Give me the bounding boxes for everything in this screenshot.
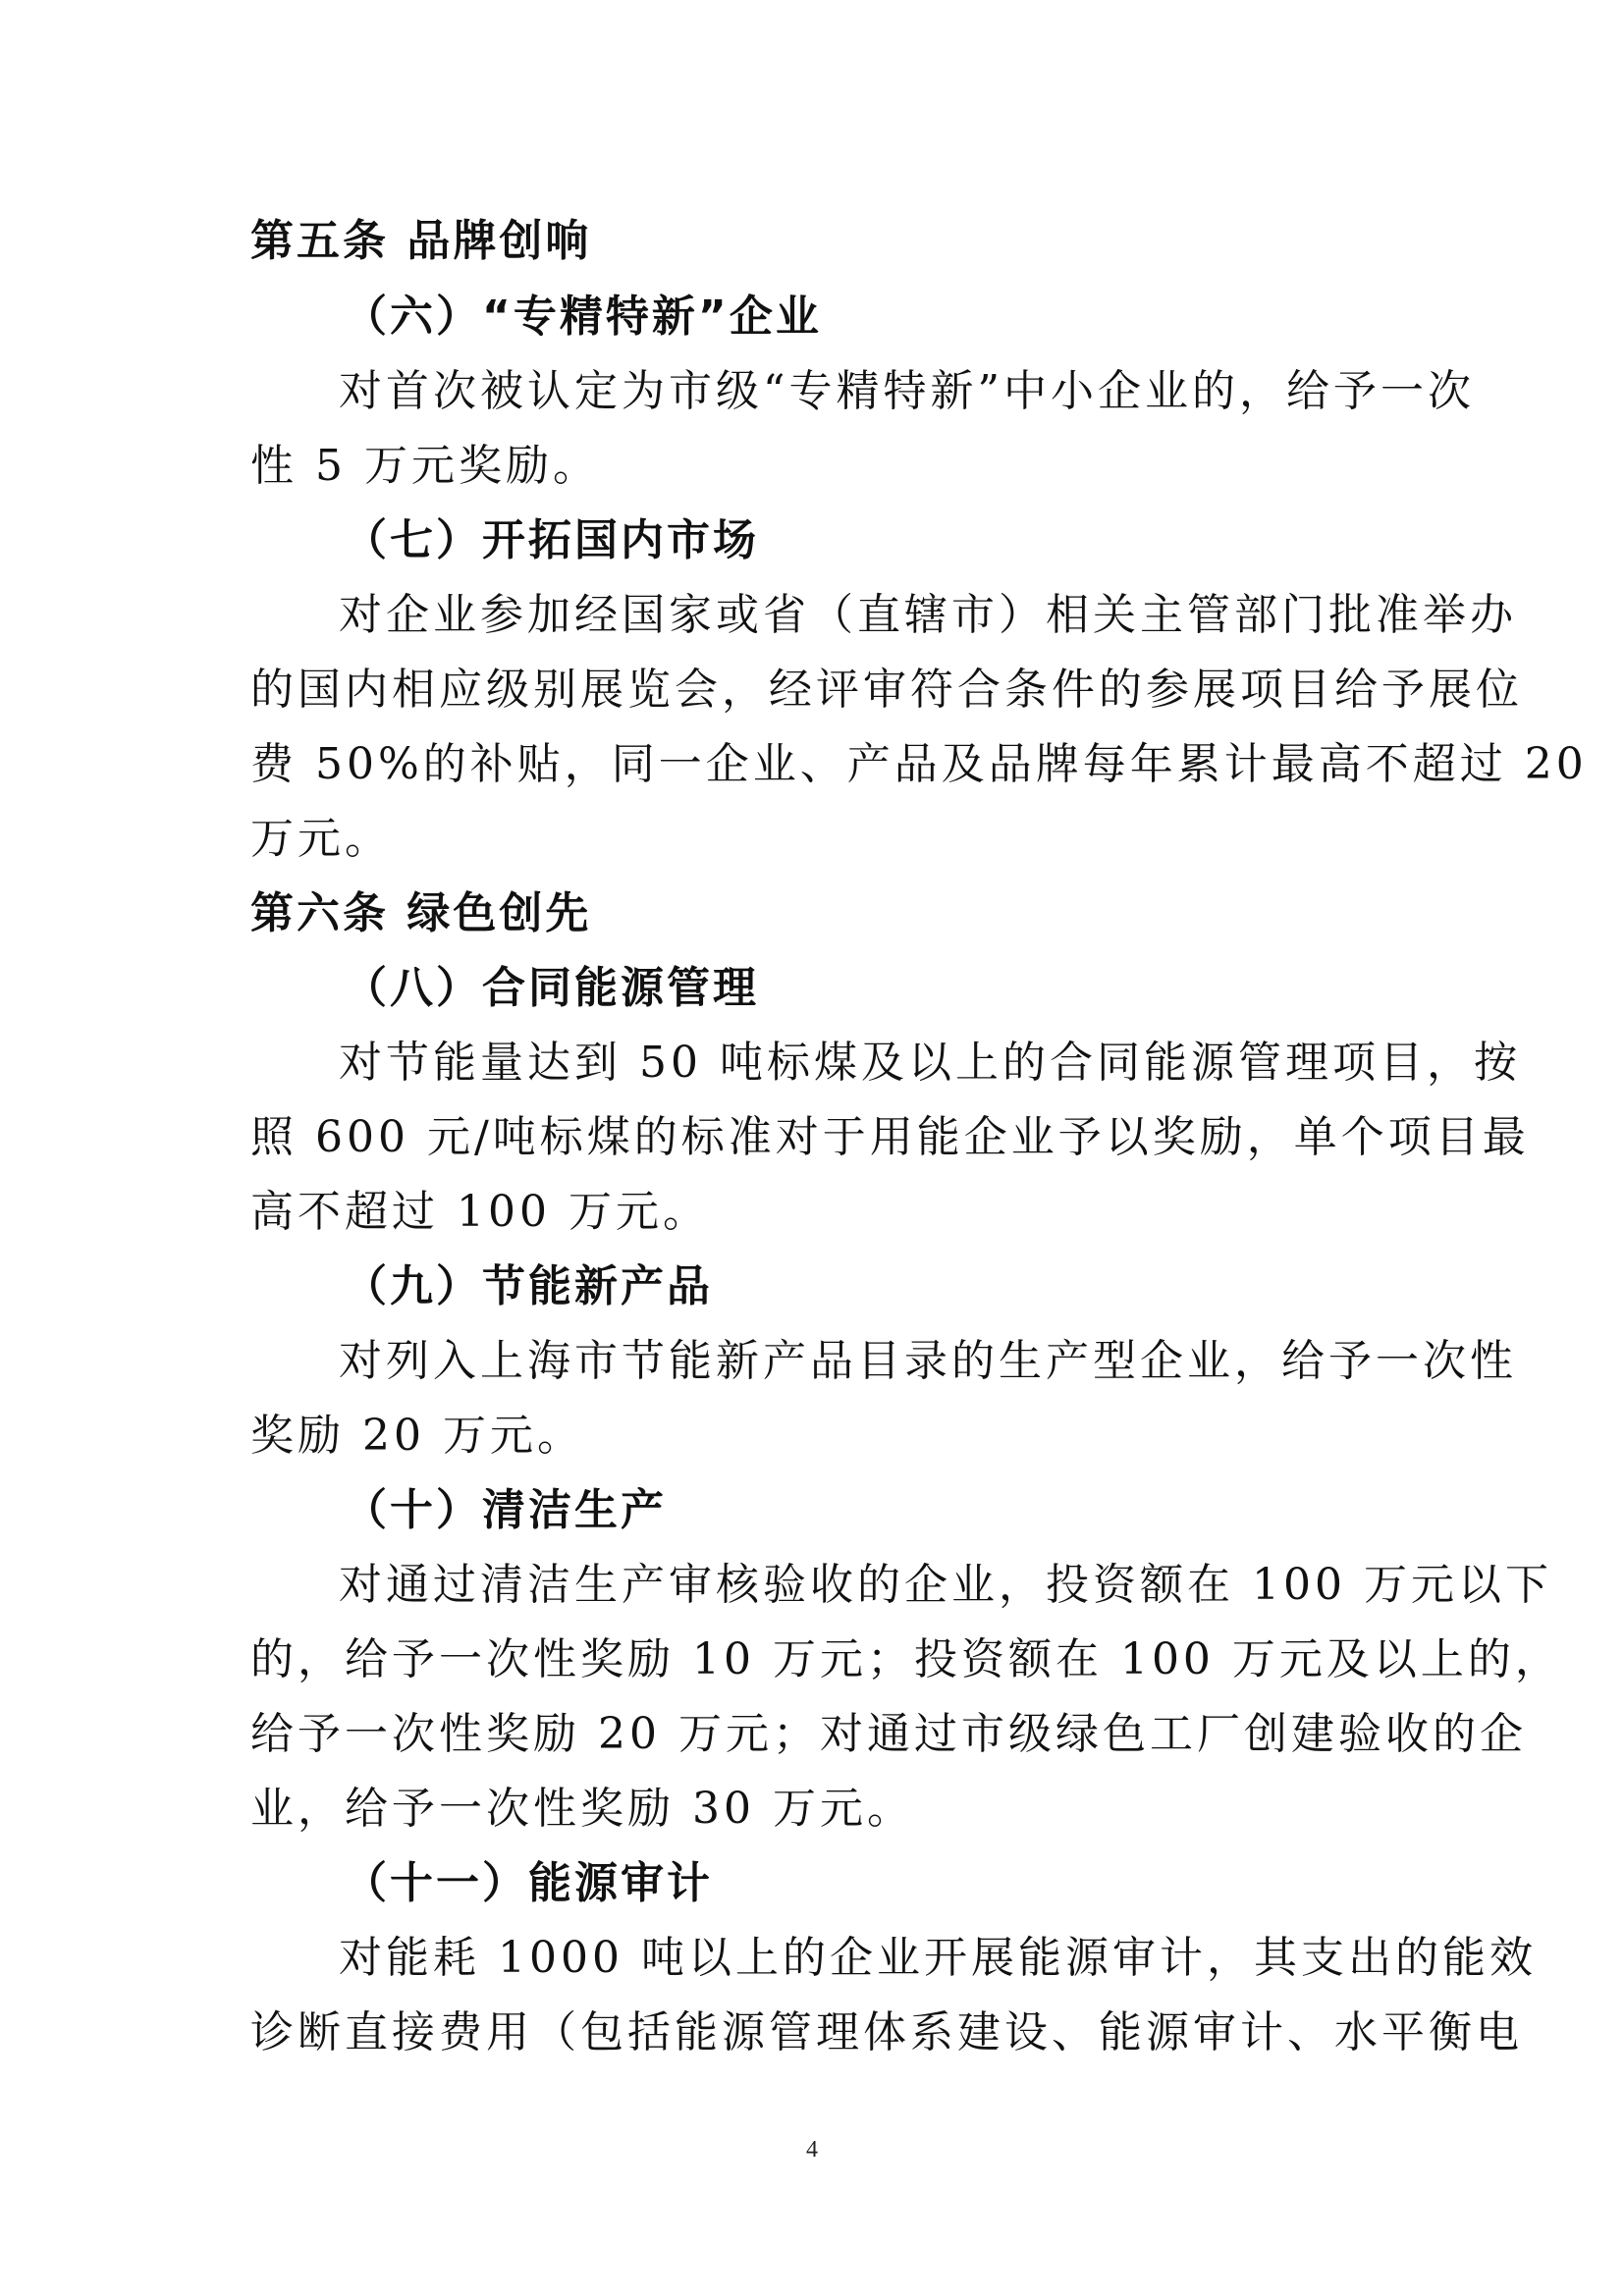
paragraph-line: 诊断直接费用（包括能源管理体系建设、能源审计、水平衡电	[250, 2007, 1523, 2057]
paragraph-line: 高不超过 100 万元。	[250, 1187, 710, 1237]
paragraph-line: 对列入上海市节能新产品目录的生产型企业，给予一次性	[339, 1336, 1517, 1386]
section-heading: （六）“专精特新”企业	[344, 292, 822, 342]
article-heading: 第五条 品牌创响	[250, 216, 592, 266]
page-number: 4	[806, 2137, 818, 2163]
paragraph-line: 给予一次性奖励 20 万元；对通过市级绿色工厂创建验收的企	[250, 1709, 1527, 1759]
paragraph-line: 对企业参加经国家或省（直辖市）相关主管部门批准举办	[339, 590, 1517, 640]
paragraph-line: 业，给予一次性奖励 30 万元。	[250, 1784, 914, 1834]
paragraph-line: 对能耗 1000 吨以上的企业开展能源审计，其支出的能效	[339, 1933, 1537, 1983]
section-heading: （九）节能新产品	[344, 1261, 713, 1311]
paragraph-line: 照 600 元/吨标煤的标准对于用能企业予以奖励，单个项目最	[250, 1112, 1530, 1162]
paragraph-line: 奖励 20 万元。	[250, 1411, 584, 1461]
section-heading: （十一）能源审计	[344, 1858, 713, 1908]
paragraph-line: 的国内相应级别展览会，经评审符合条件的参展项目给予展位	[250, 665, 1523, 715]
paragraph-line: 性 5 万元奖励。	[250, 441, 600, 491]
paragraph-line: 万元。	[250, 814, 392, 864]
paragraph-line: 费 50%的补贴，同一企业、产品及品牌每年累计最高不超过 20	[250, 739, 1588, 789]
paragraph-line: 对通过清洁生产审核验收的企业，投资额在 100 万元以下	[339, 1560, 1552, 1610]
section-heading: （八）合同能源管理	[344, 963, 759, 1013]
paragraph-line: 对首次被认定为市级“专精特新”中小企业的，给予一次	[339, 366, 1475, 416]
section-heading: （十）清洁生产	[344, 1485, 667, 1535]
paragraph-line: 对节能量达到 50 吨标煤及以上的合同能源管理项目，按	[339, 1038, 1521, 1088]
article-heading: 第六条 绿色创先	[250, 888, 592, 938]
section-heading: （七）开拓国内市场	[344, 515, 759, 565]
paragraph-line: 的，给予一次性奖励 10 万元；投资额在 100 万元及以上的，	[250, 1634, 1562, 1684]
